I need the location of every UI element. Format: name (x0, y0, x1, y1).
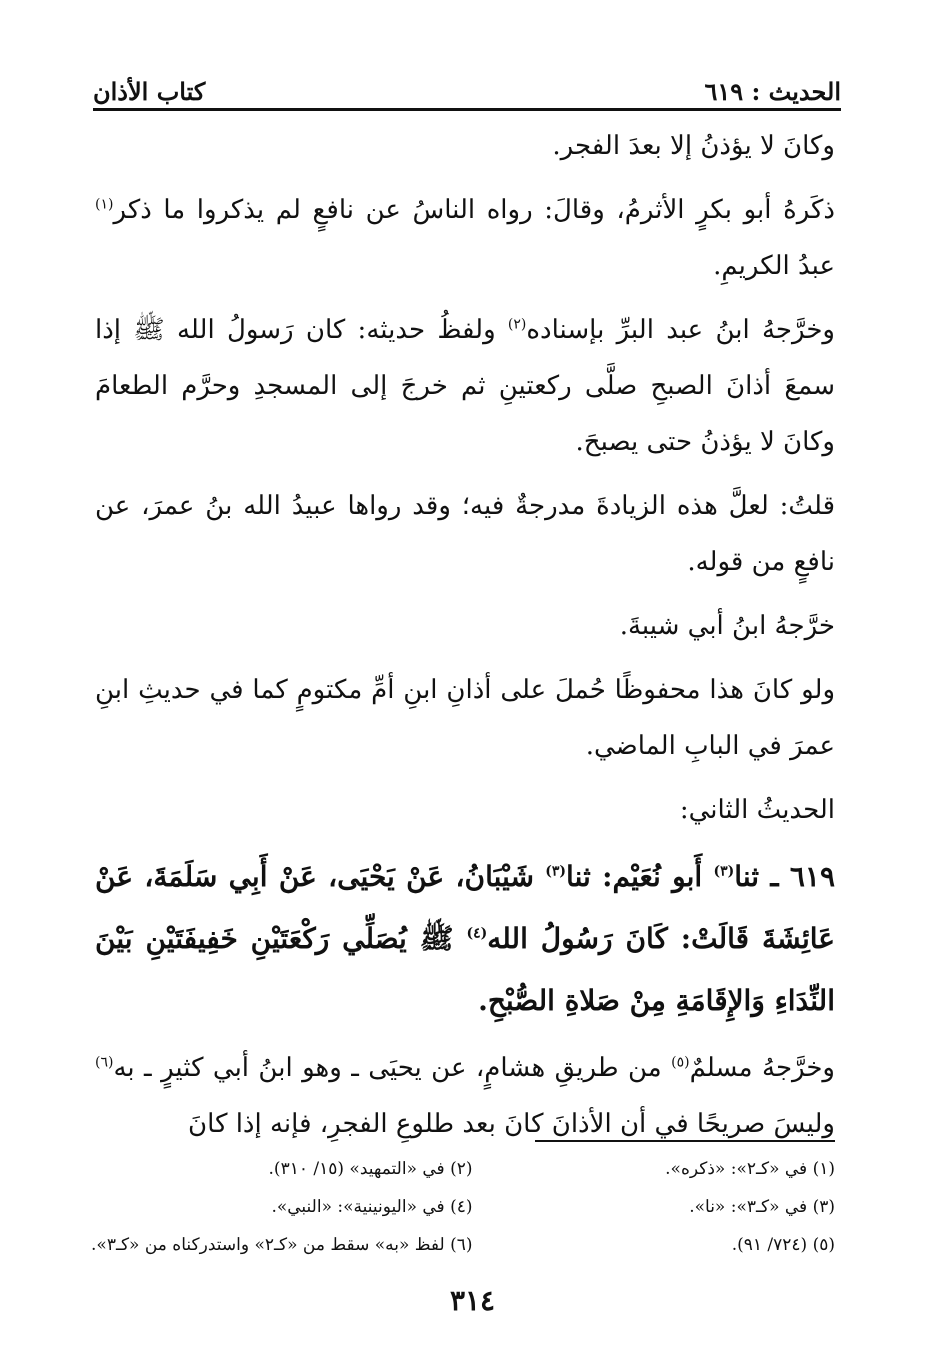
paragraph-3: وخرَّجهُ ابنُ عبد البرِّ بإسناده$^{(٢)}$ ولفظُ حديثه: كان رَسولُ الله ﷺ إذا سمعَ أذانَ الصبحِ صلَّى ركعتينِ ثم خرجَ إلى المسجدِ وحرَّم الطعامَ وكانَ لا يؤذنُ حتى يصبحَ. (95, 315, 835, 457)
footnote-1: (١) في «كـ٢»: «ذكره». (665, 1159, 835, 1179)
paragraph-1: وكانَ لا يؤذنُ إلا بعدَ الفجر. (552, 131, 835, 161)
footnote-marker-1: (١) (95, 196, 114, 213)
section-heading: الحديثُ الثاني: (679, 795, 835, 825)
footnote-row (91, 1226, 835, 1264)
footnote-2: (٢) في «التمهيد» (١٥/ ٣١٠). (268, 1159, 473, 1179)
running-header (93, 66, 841, 106)
header-rule (93, 108, 841, 111)
paragraph-5: خرَّجهُ ابنُ أبي شيبةَ. (619, 611, 835, 641)
hadith-text: ٦١٩ ـ ثنا$^{(٣)}$ أَبو نُعَيْم: ثنا$^{(٣)}$ شَيْبَانُ، عَنْ يَحْيَى، عَنْ أَبِي سَلَمَةَ، عَنْ عَائِشَةَ قَالَتْ: كَانَ رَسُولُ الله$^{(٤)}$ ﷺ يُصَلِّي رَكْعَتَيْنِ خَفِيفَتَيْنِ بَيْنَ النِّدَاءِ وَالإِقَامَةِ مِنْ صَلاةِ الصُّبْحِ. (95, 860, 835, 1017)
footnote-6: (٦) لفظ «به» سقط من «كـ٢» واستدركناه من «كـ٣». (91, 1235, 473, 1255)
footnote-marker-4: (٤) (466, 925, 488, 942)
footnote-rule (535, 1140, 835, 1142)
main-text (95, 118, 835, 1160)
footnote-marker-3a: (٣) (713, 863, 735, 880)
footnote-marker-2: (٢) (507, 316, 527, 333)
paragraph-6: ولو كانَ هذا محفوظًا حُملَ على أذانِ ابنِ أمِّ مكتومٍ كما في حديثِ ابنِ عمرَ في البابِ الماضي. (95, 675, 835, 761)
footnote-row (110, 1150, 835, 1188)
page-number: ٣١٤ (449, 1284, 496, 1317)
footnote-5: (٥) (٧٢٤/ ٩١). (731, 1235, 835, 1255)
header-book-title: كتاب الأذان (93, 77, 206, 106)
footnote-marker-5: (٥) (671, 1054, 690, 1071)
footnote-marker-3b: (٣) (545, 863, 567, 880)
paragraph-2: ذكَرهُ أبو بكرٍ الأثرمُ، وقالَ: رواه الناسُ عن نافعٍ لم يذكروا ما ذكر$^{(١)}$ عبدُ الكريمِ. (95, 195, 835, 281)
footnote-marker-6: (٦) (95, 1054, 114, 1071)
footnote-3: (٣) في «كـ٣»: «نا». (689, 1197, 835, 1217)
footnotes (91, 1150, 835, 1264)
footnote-4: (٤) في «اليونينية»: «النبي». (271, 1197, 473, 1217)
footnote-row (110, 1188, 835, 1226)
paragraph-9: وخرَّجهُ مسلمٌ$^{(٥)}$ من طريقِ هشامٍ، عن يحيَى ـ وهو ابنُ أبي كثيرٍ ـ به$^{(٦)}$ وليسَ صريحًا في أن الأذانَ كانَ بعد طلوعِ الفجرِ، فإنه إذا كانَ (95, 1053, 835, 1139)
paragraph-4: قلتُ: لعلَّ هذه الزيادةَ مدرجةٌ فيه؛ وقد رواها عبيدُ الله بنُ عمرَ، عن نافعٍ من قوله. (95, 491, 835, 577)
header-hadith-number: الحديث : ٦١٩ (704, 77, 841, 106)
